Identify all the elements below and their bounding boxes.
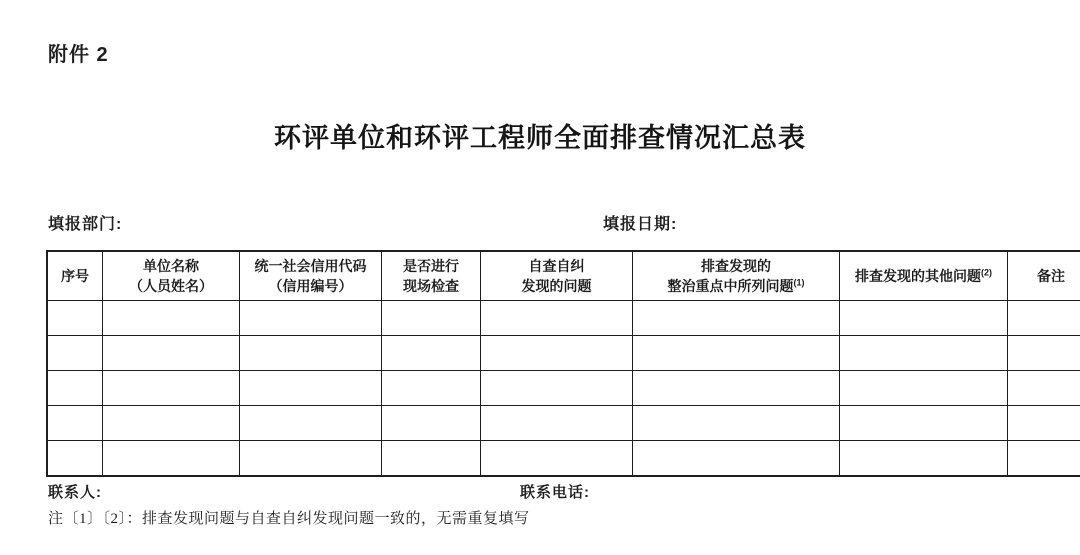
cell-seq bbox=[47, 301, 103, 336]
cell-remarks bbox=[1008, 336, 1080, 371]
cell-seq bbox=[47, 336, 103, 371]
cell-seq bbox=[47, 371, 103, 406]
cell-unit-name bbox=[103, 301, 240, 336]
cell-other-problems bbox=[840, 371, 1008, 406]
cell-credit-code bbox=[240, 441, 382, 477]
footnote: 注〔1〕〔2〕：排查发现问题与自查自纠发现问题一致的，无需重复填写 bbox=[48, 511, 530, 527]
summary-table bbox=[46, 250, 1080, 477]
column-header-key-listed-problems: 排查发现的 整治重点中所列问题$^{(1)}$ bbox=[633, 251, 840, 301]
footnote-ref: (2) bbox=[981, 267, 992, 278]
cell-remarks bbox=[1008, 301, 1080, 336]
table-row bbox=[47, 406, 1080, 441]
cell-credit-code bbox=[240, 406, 382, 441]
cell-remarks bbox=[1008, 371, 1080, 406]
cell-self-check-problems bbox=[481, 406, 633, 441]
cell-credit-code bbox=[240, 301, 382, 336]
cell-unit-name bbox=[103, 371, 240, 406]
table-header-row bbox=[47, 251, 1080, 301]
cell-credit-code bbox=[240, 371, 382, 406]
cell-unit-name bbox=[103, 336, 240, 371]
cell-remarks bbox=[1008, 406, 1080, 441]
attachment-label: 附件 2 bbox=[48, 44, 109, 66]
column-header-onsite-inspection: 是否进行 现场检查 bbox=[382, 251, 481, 301]
cell-other-problems bbox=[840, 441, 1008, 477]
cell-unit-name bbox=[103, 406, 240, 441]
cell-other-problems bbox=[840, 301, 1008, 336]
cell-key-listed-problems bbox=[633, 371, 840, 406]
footnote-ref: (1) bbox=[793, 277, 805, 288]
cell-other-problems bbox=[840, 336, 1008, 371]
contact-person-label: 联系人: bbox=[48, 484, 102, 501]
cell-self-check-problems bbox=[481, 301, 633, 336]
table-row bbox=[47, 301, 1080, 336]
cell-onsite-inspection bbox=[382, 441, 481, 477]
cell-onsite-inspection bbox=[382, 371, 481, 406]
cell-onsite-inspection bbox=[382, 406, 481, 441]
cell-onsite-inspection bbox=[382, 301, 481, 336]
report-date-label: 填报日期: bbox=[603, 216, 678, 233]
cell-key-listed-problems bbox=[633, 301, 840, 336]
column-header-remarks: 备注 bbox=[1008, 251, 1080, 301]
cell-seq bbox=[47, 441, 103, 477]
cell-self-check-problems bbox=[481, 371, 633, 406]
cell-unit-name bbox=[103, 441, 240, 477]
cell-self-check-problems bbox=[481, 441, 633, 477]
report-department-label: 填报部门: bbox=[48, 216, 123, 233]
cell-remarks bbox=[1008, 441, 1080, 477]
cell-credit-code bbox=[240, 336, 382, 371]
cell-seq bbox=[47, 406, 103, 441]
cell-other-problems bbox=[840, 406, 1008, 441]
column-header-seq: 序号 bbox=[47, 251, 103, 301]
column-header-credit-code: 统一社会信用代码 （信用编号） bbox=[240, 251, 382, 301]
cell-key-listed-problems bbox=[633, 406, 840, 441]
cell-self-check-problems bbox=[481, 336, 633, 371]
table-row bbox=[47, 371, 1080, 406]
cell-key-listed-problems bbox=[633, 441, 840, 477]
page-title: 环评单位和环评工程师全面排查情况汇总表 bbox=[274, 123, 806, 153]
cell-key-listed-problems bbox=[633, 336, 840, 371]
column-header-unit-name: 单位名称 （人员姓名） bbox=[103, 251, 240, 301]
column-header-self-check-problems: 自查自纠 发现的问题 bbox=[481, 251, 633, 301]
column-header-other-problems: 排查发现的其他问题$^{(2)}$ bbox=[840, 251, 1008, 301]
table-row bbox=[47, 441, 1080, 477]
contact-phone-label: 联系电话: bbox=[520, 484, 590, 501]
cell-onsite-inspection bbox=[382, 336, 481, 371]
table-row bbox=[47, 336, 1080, 371]
